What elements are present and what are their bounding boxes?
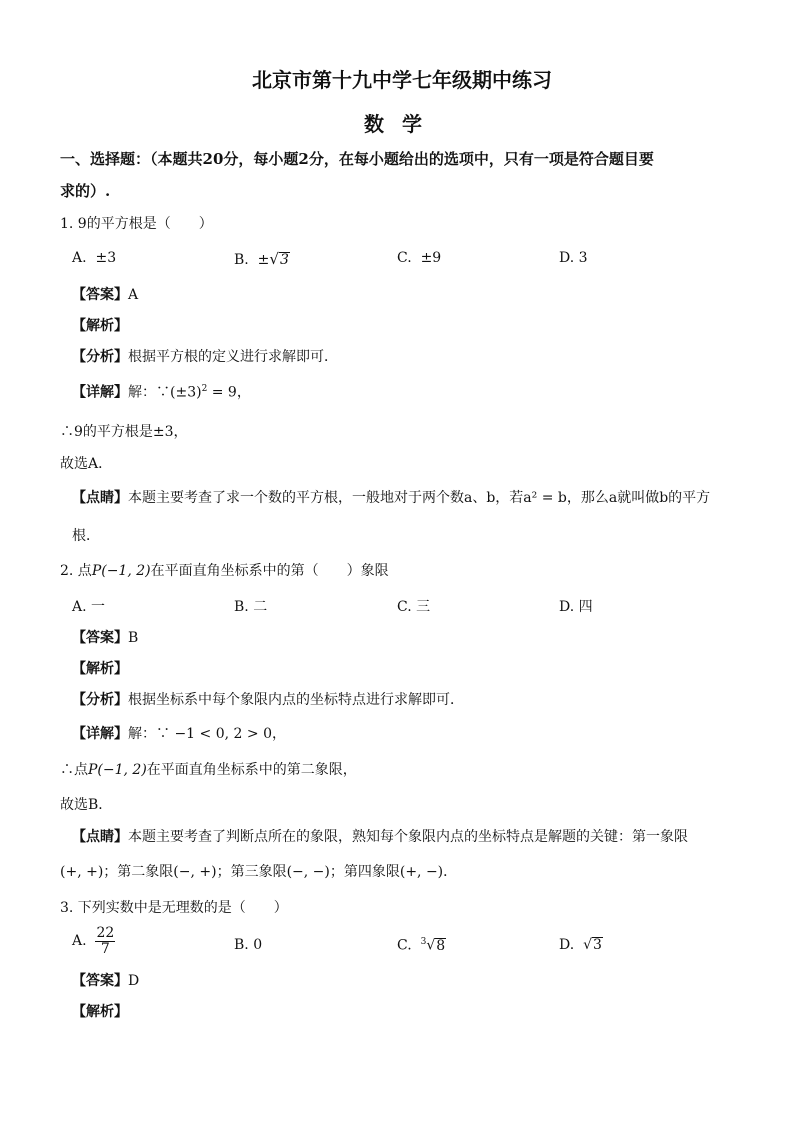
q1-dianjing xyxy=(72,490,710,507)
section-heading-line2: 求的）. xyxy=(60,182,111,200)
numerator: 22 xyxy=(96,925,115,941)
q2-fenxi xyxy=(72,692,464,709)
xiangjie-text: 解：∵ −1 < 0, 2 > 0， xyxy=(128,726,286,742)
dianjing-tag: 【点睛】 xyxy=(72,490,128,506)
q1-option-c xyxy=(397,250,441,267)
exponent: 2 xyxy=(201,384,208,394)
answer-value: D xyxy=(128,973,140,989)
q2-dianjing-cont: (+, +)；第二象限(−, +)；第三象限(−, −)；第四象限(+, −)． xyxy=(60,864,458,880)
option-value: ± xyxy=(257,252,270,268)
fenxi-text: 根据平方根的定义进行求解即可． xyxy=(128,349,338,365)
section-heading-line1: 一、选择题：（本题共20分，每小题2分，在每小题给出的选项中，只有一项是符合题目要 xyxy=(60,150,654,168)
dianjing-text: 本题主要考查了判断点所在的象限，熟知每个象限内点的坐标特点是解题的关键：第一象限 xyxy=(128,829,688,845)
radicand: 3 xyxy=(279,252,289,268)
page-title: 北京市第十九中学七年级期中练习 xyxy=(252,68,552,92)
answer-tag: 【答案】 xyxy=(72,287,128,303)
math-expr: P(−1, 2) xyxy=(91,563,151,579)
q1-option-d: D. 3 xyxy=(559,250,588,266)
q3-option-b: B. 0 xyxy=(234,937,263,953)
option-label: B. xyxy=(234,252,249,268)
subject-title: 数学 xyxy=(364,112,440,136)
radicand: 3 xyxy=(593,937,602,953)
q1-stem: 1. 9的平方根是（ ） xyxy=(60,216,213,232)
q2-xiangjie xyxy=(72,726,286,743)
fraction xyxy=(95,926,115,956)
q3-answer xyxy=(72,973,139,990)
denominator: 7 xyxy=(100,940,110,957)
q1-option-a xyxy=(72,250,116,267)
q2-answer xyxy=(72,630,138,647)
option-value: ±9 xyxy=(420,250,442,266)
q3-analysis-tag: 【解析】 xyxy=(72,1004,128,1020)
option-label: D. xyxy=(559,937,575,953)
xiangjie-tag: 【详解】 xyxy=(72,726,128,742)
option-label: C. xyxy=(397,937,412,954)
q3-option-a xyxy=(72,926,115,956)
q2-choose: 故选B． xyxy=(60,797,113,813)
option-label: A. xyxy=(72,250,87,266)
dianjing-text: 本题主要考查了求一个数的平方根，一般地对于两个数a、b，若a² = b，那么a就叫做b的平方 xyxy=(128,490,711,506)
q2-option-b: B. 二 xyxy=(234,599,268,615)
xiangjie-post: = 9， xyxy=(207,384,251,401)
q1-therefore: ∴9的平方根是±3， xyxy=(60,424,188,440)
therefore-post: 在平面直角坐标系中的第二象限， xyxy=(146,762,357,778)
option-label: C. xyxy=(397,250,412,266)
xiangjie-tag: 【详解】 xyxy=(72,384,128,401)
stem-pre: 2. 点 xyxy=(60,563,92,579)
q2-analysis-tag: 【解析】 xyxy=(72,661,128,677)
stem-post: 在平面直角坐标系中的第（ ）象限 xyxy=(150,563,389,579)
sqrt-symbol: √ xyxy=(583,937,593,953)
sqrt-symbol: √ xyxy=(426,937,436,954)
option-label: A. xyxy=(72,933,87,950)
q2-stem xyxy=(60,563,389,580)
q1-dianjing-cont: 根． xyxy=(72,528,100,544)
q1-xiangjie xyxy=(72,384,251,401)
therefore-pre: ∴点 xyxy=(60,762,88,778)
radicand: 8 xyxy=(436,937,446,954)
q2-therefore xyxy=(60,762,357,779)
math-expr: (±3) xyxy=(170,384,202,401)
q2-option-c: C. 三 xyxy=(397,599,431,615)
root-index: 3 xyxy=(420,937,427,947)
fenxi-tag: 【分析】 xyxy=(72,692,128,708)
fenxi-tag: 【分析】 xyxy=(72,349,128,365)
xiangjie-pre: 解：∵ xyxy=(128,384,170,401)
q1-choose: 故选A． xyxy=(60,456,113,472)
sqrt-symbol: √ xyxy=(269,250,279,268)
dianjing-tag: 【点睛】 xyxy=(72,829,128,845)
option-value: ±3 xyxy=(95,250,117,266)
q2-dianjing xyxy=(72,829,688,846)
answer-value: B xyxy=(128,630,139,646)
answer-tag: 【答案】 xyxy=(72,973,128,989)
q2-option-a: A. 一 xyxy=(72,599,106,615)
answer-value: A xyxy=(128,287,139,303)
q1-answer xyxy=(72,287,138,304)
q1-option-b xyxy=(234,250,290,269)
q3-stem: 3. 下列实数中是无理数的是（ ） xyxy=(60,900,288,916)
q3-option-c xyxy=(397,937,446,954)
q1-fenxi xyxy=(72,349,338,366)
answer-tag: 【答案】 xyxy=(72,630,128,646)
fenxi-text: 根据坐标系中每个象限内点的坐标特点进行求解即可． xyxy=(128,692,464,708)
q2-option-d: D. 四 xyxy=(559,599,593,615)
math-expr: P(−1, 2) xyxy=(88,762,147,778)
q1-analysis-tag: 【解析】 xyxy=(72,318,128,334)
q3-option-d xyxy=(559,937,603,954)
